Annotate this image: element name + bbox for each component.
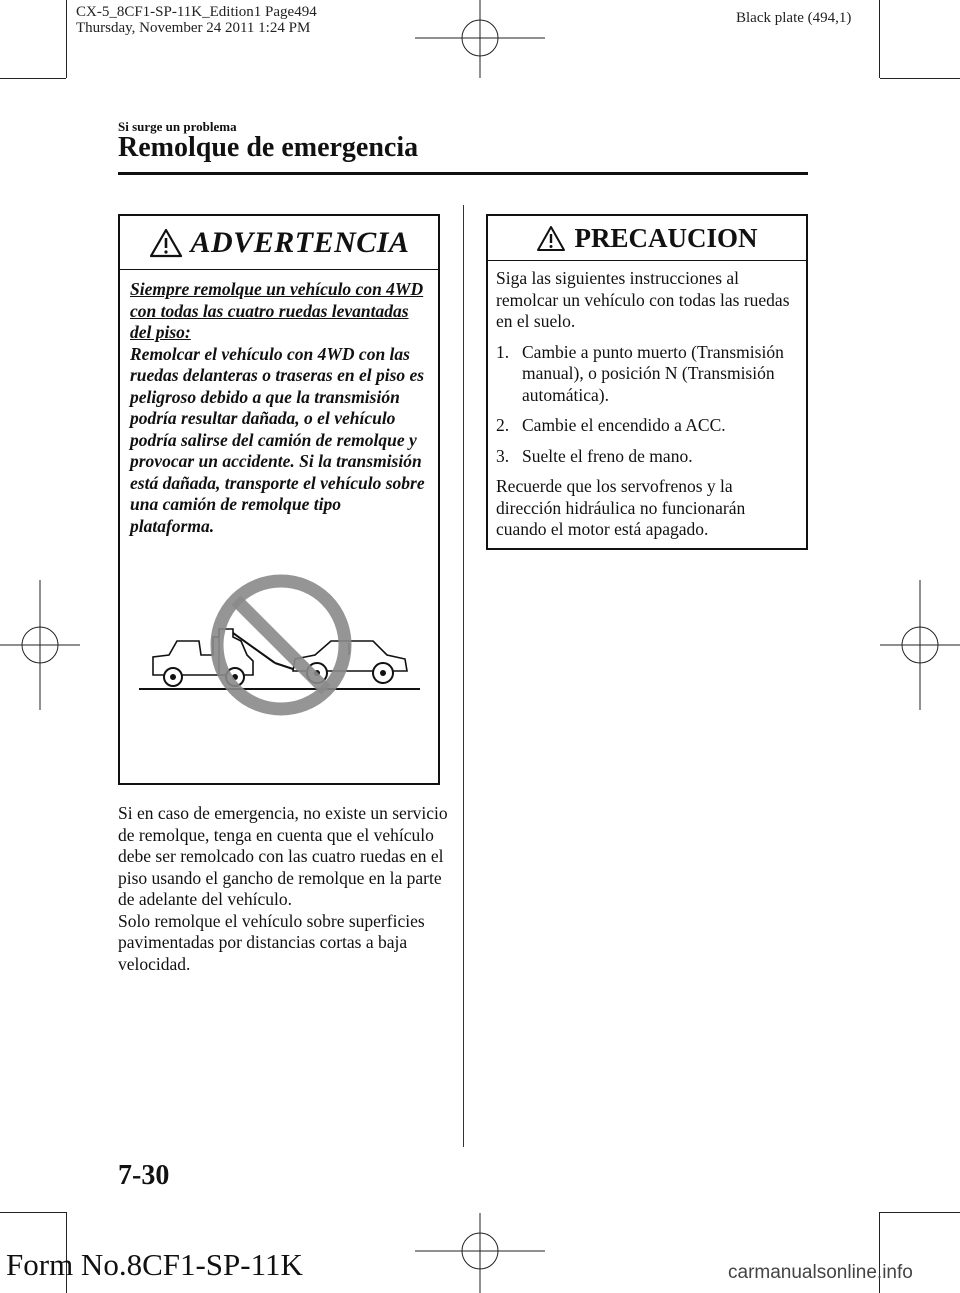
caution-triangle-icon [536,225,566,252]
crop-mark [66,0,67,78]
crop-mark [879,0,880,78]
watermark: carmanualsonline.info [728,1262,913,1283]
warning-triangle-icon [149,228,183,258]
registration-mark-left [0,580,80,710]
warning-body-text: Remolcar el vehículo con 4WD con las ruedas delanteras o traseras en el piso es peligroso debido a que la transmisión podría resultar dañada, o el vehículo podría salirse del camión de remolque y provocar un accidente. Si la transmisión está dañada, transporte el vehículo sobre una camión de remolque tipo plataforma. [130,343,425,536]
registration-mark-top [415,0,545,80]
warning-box [118,214,440,785]
registration-mark-bottom [415,1213,545,1293]
plate-info: Black plate (494,1) [736,10,852,26]
form-number: Form No.8CF1-SP-11K [6,1247,303,1282]
title-rule [118,172,808,175]
warning-content [120,270,438,537]
paragraph-1: Si en caso de emergencia, no existe un servicio de remolque, tenga en cuenta que el vehículo debe ser remolcado con las cuatro ruedas en el piso usando el gancho de remolque en la parte de adelante del vehículo. [118,803,448,909]
warning-header [120,216,438,270]
crop-mark [0,1212,66,1213]
caution-header [488,216,806,261]
page-number: 7-30 [118,1160,170,1191]
file-info [76,4,317,36]
caution-step [496,446,798,468]
warning-title: ADVERTENCIA [190,225,410,259]
emergency-tow-text [118,803,448,975]
step-number: 2. [496,415,510,435]
crop-mark [880,1212,960,1213]
caution-step [496,415,798,437]
caution-intro: Siga las siguientes instrucciones al remolcar un vehículo con todas las ruedas en el suelo. [496,268,790,331]
step-number: 1. [496,341,510,362]
no-tow-illustration [135,571,425,721]
section-label: Si surge un problema [118,119,237,134]
step-text: Cambie el encendido a ACC. [522,415,726,435]
caution-outro: Recuerde que los servofrenos y la dirección hidráulica no funcionarán cuando el motor está apagado. [496,476,746,539]
caution-step [496,342,798,407]
page-title: Remolque de emergencia [118,132,419,163]
paragraph-2: Solo remolque el vehículo sobre superficies pavimentadas por distancias cortas a baja velocidad. [118,910,425,974]
step-text: Suelte el freno de mano. [522,445,693,466]
registration-mark-right [880,580,960,710]
caution-content [488,261,806,541]
step-text: Cambie a punto muerto (Transmisión manual), o posición N (Transmisión automática). [522,341,784,405]
crop-mark [880,78,960,79]
caution-box [486,214,808,550]
print-date: Thursday, November 24 2011 1:24 PM [76,20,311,36]
crop-mark [0,78,66,79]
step-number: 3. [496,445,510,466]
caution-title: PRECAUCION [574,222,758,253]
warning-underlined-text: Siempre remolque un vehículo con 4WD con todas las cuatro ruedas levantadas del piso: [130,279,424,342]
column-divider [463,205,464,1147]
file-name: CX-5_8CF1-SP-11K_Edition1 Page494 [76,4,317,20]
